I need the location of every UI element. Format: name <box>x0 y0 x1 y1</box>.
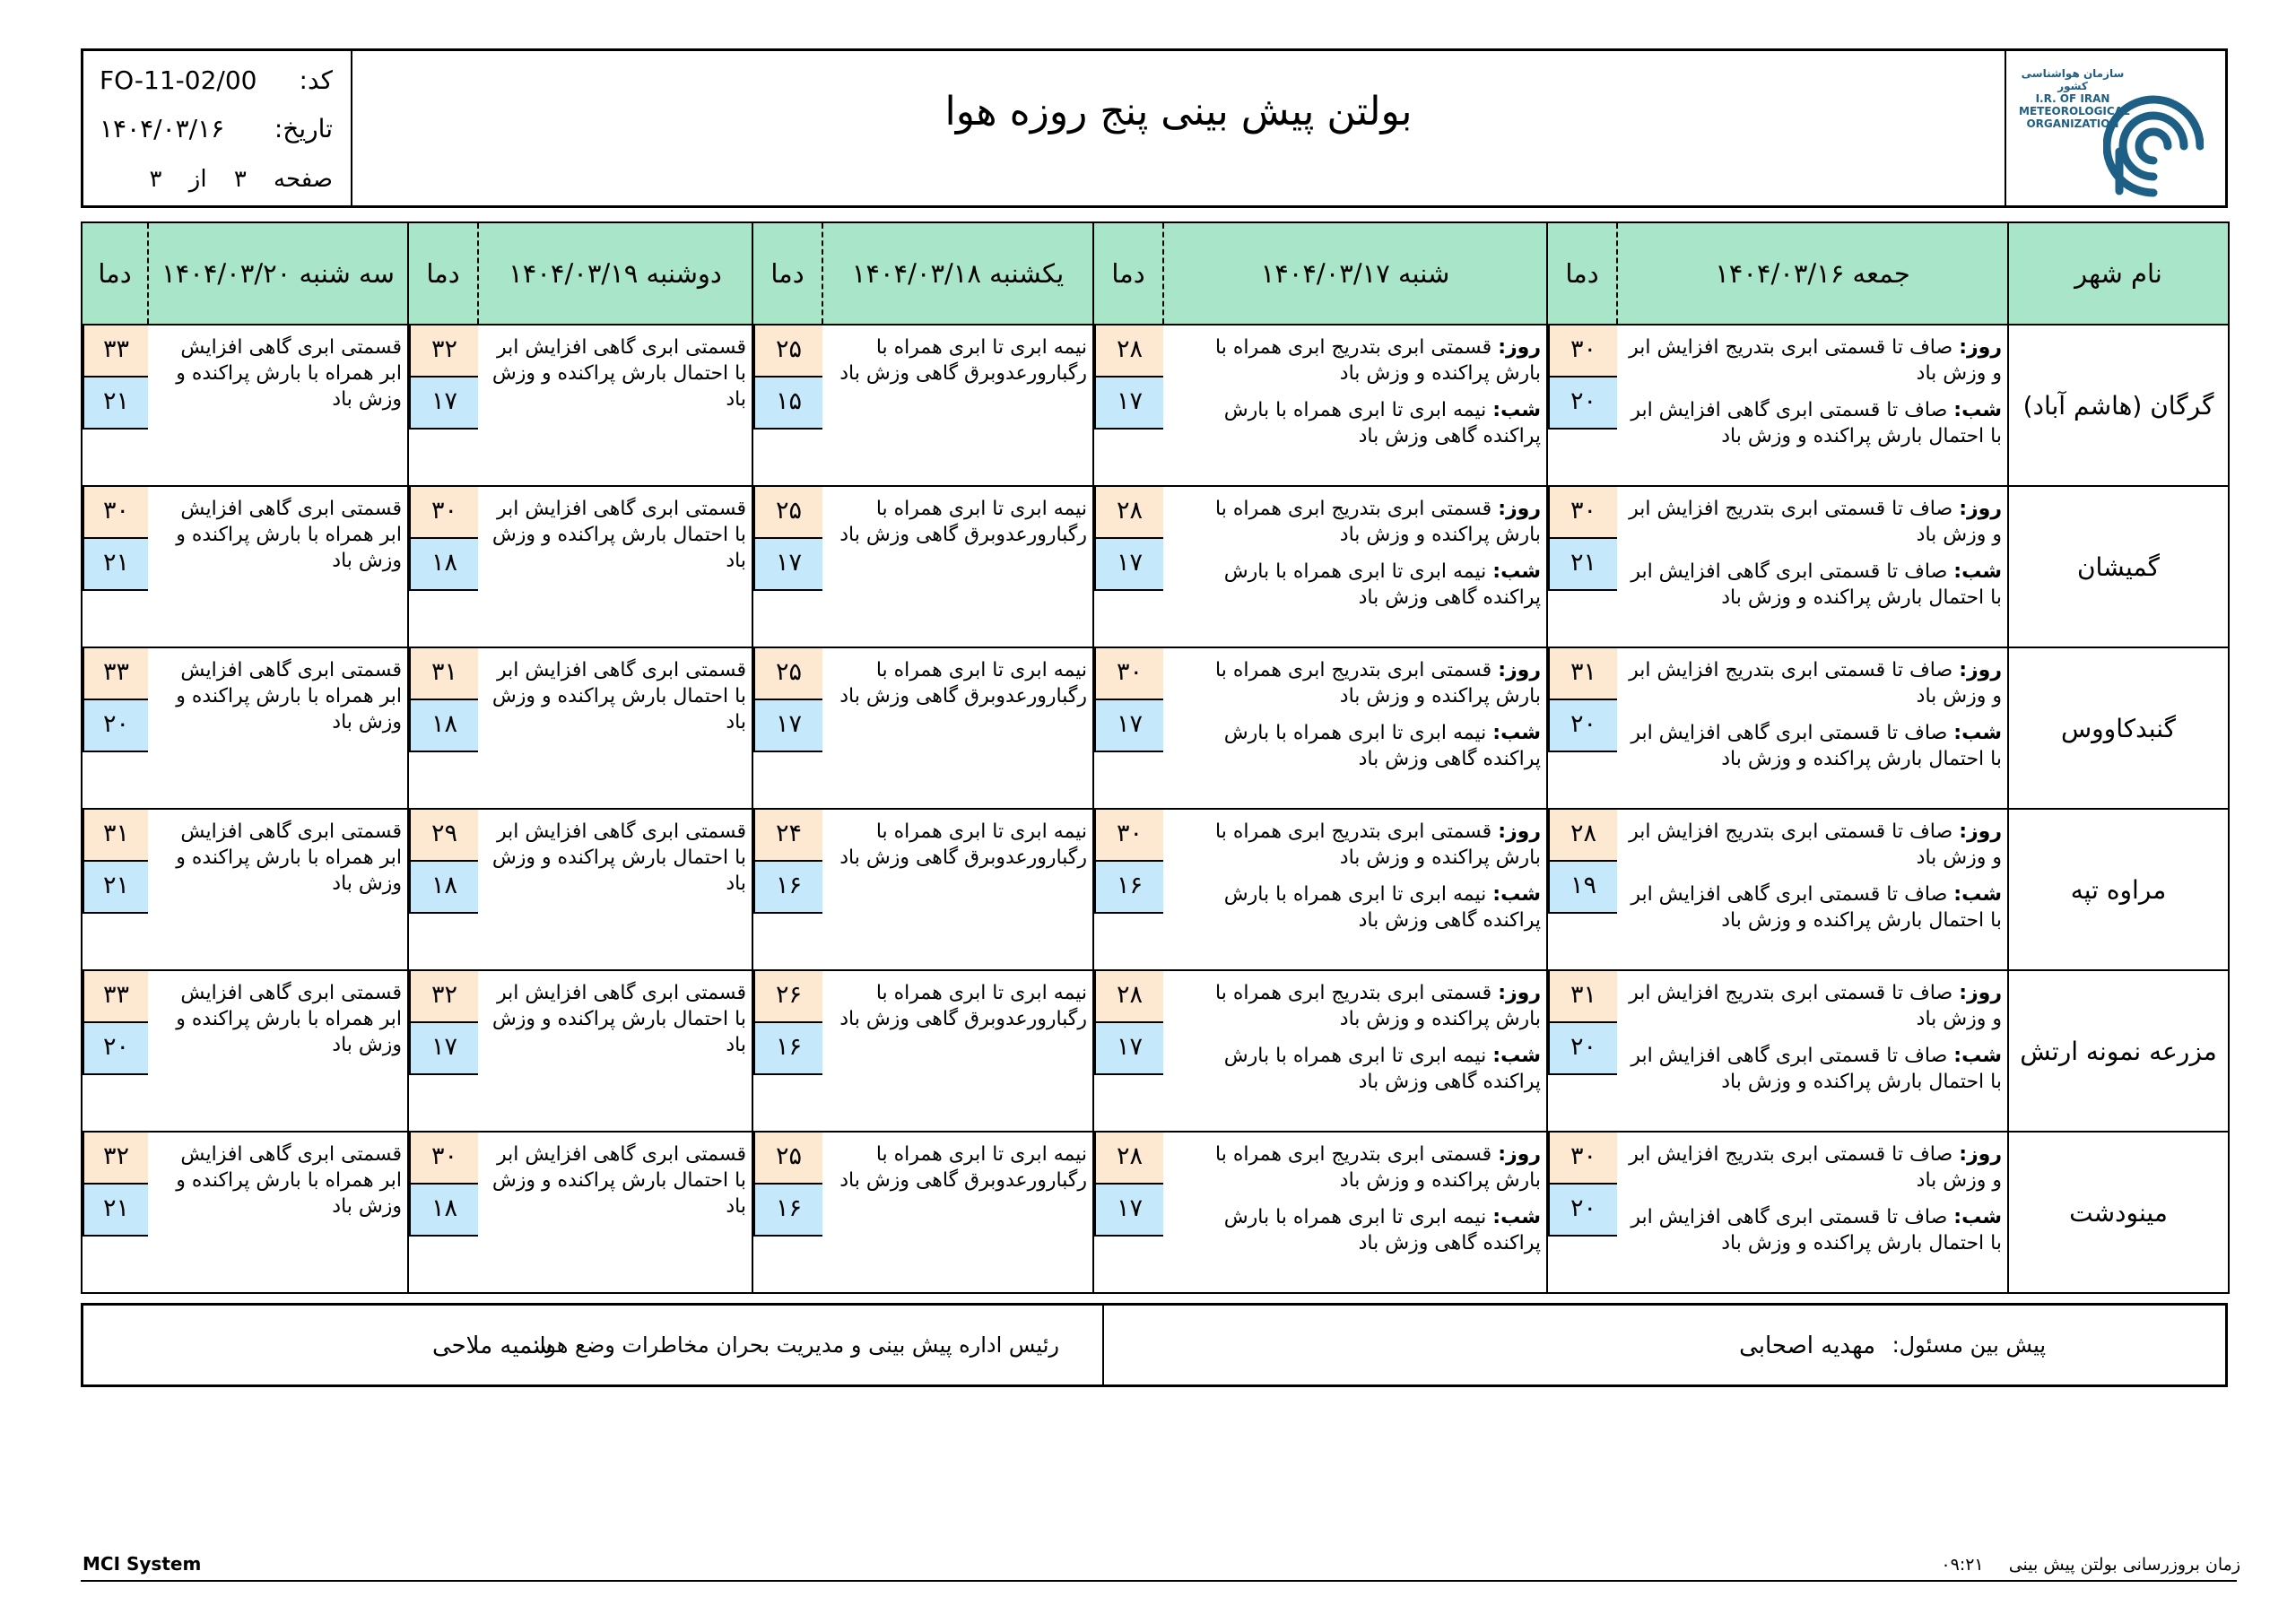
max-temp: ۳۲ <box>409 971 478 1023</box>
logo-box <box>2005 51 2225 205</box>
temp-cell <box>1547 647 1617 809</box>
night-forecast: صاف تا قسمتی ابری گاهی افزایش ابر با احتمال بارش پراکنده و وزش باد <box>1631 399 2002 447</box>
temp-cell <box>752 647 822 809</box>
temp-cell <box>1547 1132 1617 1293</box>
temp-cell <box>752 486 822 647</box>
day-forecast: قسمتی ابری بتدریج ابری همراه با بارش پراکنده و وزش باد <box>1215 659 1541 707</box>
day-forecast: قسمتی ابری بتدریج ابری همراه با بارش پراکنده و وزش باد <box>1215 336 1541 385</box>
forecast-desc <box>1163 809 1547 970</box>
city-name: گنبدکاووس <box>2008 647 2229 809</box>
temp-cell <box>1093 809 1163 970</box>
forecast-text: قسمتی ابری گاهی افزایش ابر با احتمال بارش پراکنده و وزش باد <box>491 1143 746 1218</box>
day-forecast: قسمتی ابری بتدریج ابری همراه با بارش پراکنده و وزش باد <box>1215 1143 1541 1192</box>
page-title: بولتن پیش بینی پنج روزه هوا <box>944 89 1413 135</box>
max-temp: ۳۱ <box>1548 971 1617 1023</box>
day-label: روز: <box>1498 659 1541 681</box>
temp-cell <box>408 1132 478 1293</box>
night-label: شب: <box>1492 560 1541 583</box>
day-forecast: قسمتی ابری بتدریج ابری همراه با بارش پراکنده و وزش باد <box>1215 498 1541 546</box>
day-forecast: صاف تا قسمتی ابری بتدریج افزایش ابر و وزش باد <box>1629 498 2002 546</box>
update-value: ۰۹:۲۱ <box>1941 1555 1984 1575</box>
max-temp: ۲۵ <box>753 487 822 539</box>
chief-name: سمیه ملاحی <box>431 1332 552 1359</box>
table-row <box>82 970 2229 1132</box>
min-temp: ۱۷ <box>1094 1185 1163 1237</box>
day-label: روز: <box>1498 982 1541 1004</box>
min-temp: ۱۶ <box>753 1185 822 1237</box>
min-temp: ۱۷ <box>409 1023 478 1075</box>
max-temp: ۳۱ <box>1548 648 1617 700</box>
forecast-text: قسمتی ابری گاهی افزایش ابر همراه با بارش پراکنده و وزش باد <box>176 659 402 733</box>
day-label: روز: <box>1959 820 2002 843</box>
city-name: گمیشان <box>2008 486 2229 647</box>
night-forecast: نیمه ابری تا ابری همراه با بارش پراکنده گاهی وزش باد <box>1223 1045 1541 1093</box>
temp-header: دما <box>1547 222 1617 325</box>
max-temp: ۲۸ <box>1094 971 1163 1023</box>
forecast-desc <box>1617 1132 2008 1293</box>
temp-cell <box>1093 486 1163 647</box>
night-label: شب: <box>1953 1206 2002 1228</box>
temp-cell <box>82 1132 148 1293</box>
forecast-text: نیمه ابری تا ابری همراه با رگبارورعدوبرق گاهی وزش باد <box>839 820 1087 869</box>
temp-cell <box>1547 970 1617 1132</box>
day-label: روز: <box>1498 498 1541 520</box>
day-forecast: صاف تا قسمتی ابری بتدریج افزایش ابر و وزش باد <box>1629 820 2002 869</box>
min-temp: ۲۰ <box>1548 1023 1617 1075</box>
max-temp: ۳۱ <box>83 810 148 862</box>
day-header-3: یکشنبه ۱۴۰۴/۰۳/۱۸ <box>822 222 1093 325</box>
page-total: ۳ <box>149 166 162 193</box>
night-label: شب: <box>1492 1045 1541 1067</box>
day-header-5: سه شنبه ۱۴۰۴/۰۳/۲۰ <box>148 222 408 325</box>
night-forecast: صاف تا قسمتی ابری گاهی افزایش ابر با احتمال بارش پراکنده و وزش باد <box>1631 1045 2002 1093</box>
forecast-desc <box>148 325 408 486</box>
forecast-text: قسمتی ابری گاهی افزایش ابر همراه با بارش پراکنده و وزش باد <box>176 820 402 895</box>
table-row <box>82 325 2229 486</box>
min-temp: ۱۸ <box>409 539 478 591</box>
forecast-desc <box>1163 647 1547 809</box>
min-temp: ۱۶ <box>1094 862 1163 914</box>
signature-box <box>81 1303 2228 1387</box>
forecast-desc <box>148 486 408 647</box>
city-name: مراوه تپه <box>2008 809 2229 970</box>
day-header-1: جمعه ۱۴۰۴/۰۳/۱۶ <box>1617 222 2008 325</box>
max-temp: ۳۳ <box>83 325 148 378</box>
temp-cell <box>82 970 148 1132</box>
day-forecast: صاف تا قسمتی ابری بتدریج افزایش ابر و وزش باد <box>1629 336 2002 385</box>
day-label: روز: <box>1959 336 2002 359</box>
max-temp: ۲۸ <box>1094 487 1163 539</box>
document-meta <box>83 51 352 205</box>
min-temp: ۲۰ <box>1548 700 1617 752</box>
day-label: روز: <box>1498 820 1541 843</box>
temp-cell <box>1093 970 1163 1132</box>
temp-cell <box>1547 486 1617 647</box>
forecast-text: نیمه ابری تا ابری همراه با رگبارورعدوبرق گاهی وزش باد <box>839 659 1087 707</box>
forecast-text: قسمتی ابری گاهی افزایش ابر با احتمال بارش پراکنده و وزش باد <box>491 659 746 733</box>
day-forecast: قسمتی ابری بتدریج ابری همراه با بارش پراکنده و وزش باد <box>1215 982 1541 1030</box>
table-row <box>82 486 2229 647</box>
min-temp: ۱۷ <box>1094 1023 1163 1075</box>
temp-cell <box>752 970 822 1132</box>
night-forecast: صاف تا قسمتی ابری گاهی افزایش ابر با احتمال بارش پراکنده و وزش باد <box>1631 883 2002 932</box>
min-temp: ۲۰ <box>83 700 148 752</box>
day-header-4: دوشنبه ۱۴۰۴/۰۳/۱۹ <box>478 222 752 325</box>
temp-cell <box>82 809 148 970</box>
signature-divider <box>1102 1306 1104 1384</box>
date-row <box>100 114 333 150</box>
forecast-desc <box>478 970 752 1132</box>
min-temp: ۱۸ <box>409 1185 478 1237</box>
table-row <box>82 809 2229 970</box>
min-temp: ۱۷ <box>1094 700 1163 752</box>
max-temp: ۳۰ <box>1094 648 1163 700</box>
temp-cell <box>752 1132 822 1293</box>
day-forecast: صاف تا قسمتی ابری بتدریج افزایش ابر و وزش باد <box>1629 1143 2002 1192</box>
forecast-desc <box>478 809 752 970</box>
day-label: روز: <box>1959 1143 2002 1166</box>
day-forecast: صاف تا قسمتی ابری بتدریج افزایش ابر و وزش باد <box>1629 659 2002 707</box>
forecast-desc <box>1617 325 2008 486</box>
forecast-desc <box>1163 325 1547 486</box>
temp-header: دما <box>752 222 822 325</box>
day-label: روز: <box>1498 1143 1541 1166</box>
night-forecast: نیمه ابری تا ابری همراه با بارش پراکنده گاهی وزش باد <box>1223 1206 1541 1254</box>
min-temp: ۱۸ <box>409 700 478 752</box>
night-forecast: صاف تا قسمتی ابری گاهی افزایش ابر با احتمال بارش پراکنده و وزش باد <box>1631 722 2002 770</box>
forecast-desc <box>148 970 408 1132</box>
temp-cell <box>408 809 478 970</box>
max-temp: ۲۶ <box>753 971 822 1023</box>
min-temp: ۲۱ <box>83 539 148 591</box>
forecast-text: قسمتی ابری گاهی افزایش ابر همراه با بارش پراکنده و وزش باد <box>176 498 402 572</box>
page-num: ۳ <box>233 166 247 193</box>
night-label: شب: <box>1492 883 1541 906</box>
day-label: روز: <box>1959 659 2002 681</box>
min-temp: ۱۶ <box>753 862 822 914</box>
night-label: شب: <box>1953 399 2002 421</box>
max-temp: ۲۵ <box>753 648 822 700</box>
temp-cell <box>1093 325 1163 486</box>
forecast-desc <box>1617 970 2008 1132</box>
forecast-desc <box>1163 486 1547 647</box>
night-forecast: نیمه ابری تا ابری همراه با بارش پراکنده گاهی وزش باد <box>1223 399 1541 447</box>
max-temp: ۳۲ <box>409 325 478 378</box>
max-temp: ۲۸ <box>1094 1133 1163 1185</box>
temp-cell <box>1093 647 1163 809</box>
night-forecast: نیمه ابری تا ابری همراه با بارش پراکنده گاهی وزش باد <box>1223 722 1541 770</box>
min-temp: ۱۷ <box>753 539 822 591</box>
temp-header: دما <box>1093 222 1163 325</box>
temp-cell <box>1547 325 1617 486</box>
forecast-text: نیمه ابری تا ابری همراه با رگبارورعدوبرق گاهی وزش باد <box>839 498 1087 546</box>
forecast-text: قسمتی ابری گاهی افزایش ابر با احتمال بارش پراکنده و وزش باد <box>491 820 746 895</box>
night-label: شب: <box>1953 883 2002 906</box>
code-value: FO-11-02/00 <box>100 65 257 95</box>
temp-cell <box>1093 1132 1163 1293</box>
update-time <box>1941 1555 2240 1575</box>
day-label: روز: <box>1959 982 2002 1004</box>
forecaster-name: مهدیه اصحابی <box>1739 1332 1875 1359</box>
night-label: شب: <box>1953 1045 2002 1067</box>
forecast-desc <box>1617 486 2008 647</box>
night-forecast: صاف تا قسمتی ابری گاهی افزایش ابر با احتمال بارش پراکنده و وزش باد <box>1631 1206 2002 1254</box>
page-of-word: از <box>188 166 207 193</box>
forecast-table <box>81 221 2230 1294</box>
forecast-desc <box>822 486 1093 647</box>
forecast-text: نیمه ابری تا ابری همراه با رگبارورعدوبرق گاهی وزش باد <box>839 1143 1087 1192</box>
temp-header: دما <box>408 222 478 325</box>
max-temp: ۳۰ <box>409 1133 478 1185</box>
night-label: شب: <box>1492 722 1541 744</box>
min-temp: ۱۷ <box>1094 378 1163 430</box>
temp-cell <box>408 970 478 1132</box>
forecast-desc <box>1617 647 2008 809</box>
night-forecast: نیمه ابری تا ابری همراه با بارش پراکنده گاهی وزش باد <box>1223 560 1541 609</box>
code-row <box>100 65 333 101</box>
page-label: صفحه <box>274 166 333 193</box>
min-temp: ۱۸ <box>409 862 478 914</box>
forecast-desc <box>822 1132 1093 1293</box>
night-forecast: صاف تا قسمتی ابری گاهی افزایش ابر با احتمال بارش پراکنده و وزش باد <box>1631 560 2002 609</box>
org-logo-text: سازمان هواشناسی کشور I.R. OF IRAN METEOROLOGICAL ORGANIZATION <box>2019 67 2130 130</box>
min-temp: ۱۹ <box>1548 862 1617 914</box>
min-temp: ۲۰ <box>1548 1185 1617 1237</box>
night-label: شب: <box>1953 722 2002 744</box>
forecast-body <box>82 325 2229 1293</box>
min-temp: ۱۷ <box>409 378 478 430</box>
temp-cell <box>408 647 478 809</box>
date-label: تاریخ: <box>274 114 333 143</box>
update-label: زمان بروزرسانی بولتن پیش بینی <box>2008 1555 2240 1575</box>
day-label: روز: <box>1959 498 2002 520</box>
table-row <box>82 1132 2229 1293</box>
max-temp: ۲۹ <box>409 810 478 862</box>
table-row <box>82 647 2229 809</box>
temp-cell <box>82 325 148 486</box>
forecast-desc <box>478 325 752 486</box>
forecast-desc <box>822 809 1093 970</box>
org-logo-icon <box>2103 65 2204 200</box>
page-number <box>130 166 333 193</box>
max-temp: ۲۵ <box>753 1133 822 1185</box>
city-name: مینودشت <box>2008 1132 2229 1293</box>
max-temp: ۳۰ <box>1548 487 1617 539</box>
max-temp: ۳۲ <box>83 1133 148 1185</box>
forecast-desc <box>148 647 408 809</box>
max-temp: ۳۰ <box>1548 325 1617 378</box>
night-label: شب: <box>1953 560 2002 583</box>
day-label: روز: <box>1498 336 1541 359</box>
min-temp: ۲۰ <box>83 1023 148 1075</box>
max-temp: ۳۰ <box>1094 810 1163 862</box>
city-name: مزرعه نمونه ارتش <box>2008 970 2229 1132</box>
min-temp: ۲۰ <box>1548 378 1617 430</box>
forecast-desc <box>822 647 1093 809</box>
max-temp: ۲۴ <box>753 810 822 862</box>
code-label: کد: <box>299 65 333 95</box>
day-forecast: قسمتی ابری بتدریج ابری همراه با بارش پراکنده و وزش باد <box>1215 820 1541 869</box>
forecast-text: نیمه ابری تا ابری همراه با رگبارورعدوبرق گاهی وزش باد <box>839 982 1087 1030</box>
max-temp: ۳۰ <box>409 487 478 539</box>
min-temp: ۱۵ <box>753 378 822 430</box>
forecast-desc <box>1163 1132 1547 1293</box>
forecast-desc <box>822 325 1093 486</box>
temp-cell <box>752 325 822 486</box>
max-temp: ۲۵ <box>753 325 822 378</box>
bulletin-header <box>81 48 2228 208</box>
forecast-text: قسمتی ابری گاهی افزایش ابر همراه با بارش پراکنده و وزش باد <box>176 336 402 411</box>
max-temp: ۳۰ <box>1548 1133 1617 1185</box>
min-temp: ۲۱ <box>83 862 148 914</box>
temp-cell <box>408 325 478 486</box>
city-header: نام شهر <box>2008 222 2229 325</box>
table-header-row <box>82 222 2229 325</box>
max-temp: ۳۳ <box>83 971 148 1023</box>
temp-cell <box>1547 809 1617 970</box>
temp-header: دما <box>82 222 148 325</box>
min-temp: ۲۱ <box>83 1185 148 1237</box>
max-temp: ۲۸ <box>1094 325 1163 378</box>
chief-label: رئیس اداره پیش بینی و مدیریت بحران مخاطرات وضع هوا: <box>532 1332 1059 1358</box>
day-forecast: صاف تا قسمتی ابری بتدریج افزایش ابر و وزش باد <box>1629 982 2002 1030</box>
forecast-desc <box>478 486 752 647</box>
forecast-desc <box>1163 970 1547 1132</box>
night-label: شب: <box>1492 399 1541 421</box>
forecast-desc <box>478 1132 752 1293</box>
temp-cell <box>752 809 822 970</box>
forecast-text: قسمتی ابری گاهی افزایش ابر با احتمال بارش پراکنده و وزش باد <box>491 982 746 1056</box>
min-temp: ۲۱ <box>83 378 148 430</box>
min-temp: ۱۷ <box>753 700 822 752</box>
forecast-desc <box>478 647 752 809</box>
forecast-desc <box>148 1132 408 1293</box>
max-temp: ۳۰ <box>83 487 148 539</box>
date-value: ۱۴۰۴/۰۳/۱۶ <box>100 114 225 143</box>
system-name: MCI System <box>83 1553 202 1575</box>
temp-cell <box>82 486 148 647</box>
night-label: شب: <box>1492 1206 1541 1228</box>
forecast-text: قسمتی ابری گاهی افزایش ابر همراه با بارش پراکنده و وزش باد <box>176 1143 402 1218</box>
min-temp: ۱۷ <box>1094 539 1163 591</box>
min-temp: ۱۶ <box>753 1023 822 1075</box>
forecast-desc <box>148 809 408 970</box>
forecast-text: نیمه ابری تا ابری همراه با رگبارورعدوبرق گاهی وزش باد <box>839 336 1087 385</box>
max-temp: ۲۸ <box>1548 810 1617 862</box>
forecaster-label: پیش بین مسئول: <box>1892 1332 2046 1358</box>
forecast-text: قسمتی ابری گاهی افزایش ابر با احتمال بارش پراکنده و وزش باد <box>491 498 746 572</box>
forecast-text: قسمتی ابری گاهی افزایش ابر همراه با بارش پراکنده و وزش باد <box>176 982 402 1056</box>
footer-divider <box>81 1580 2237 1582</box>
temp-cell <box>82 647 148 809</box>
night-forecast: نیمه ابری تا ابری همراه با بارش پراکنده گاهی وزش باد <box>1223 883 1541 932</box>
min-temp: ۲۱ <box>1548 539 1617 591</box>
max-temp: ۳۳ <box>83 648 148 700</box>
forecast-desc <box>822 970 1093 1132</box>
forecast-desc <box>1617 809 2008 970</box>
day-header-2: شنبه ۱۴۰۴/۰۳/۱۷ <box>1163 222 1547 325</box>
max-temp: ۳۱ <box>409 648 478 700</box>
forecast-text: قسمتی ابری گاهی افزایش ابر با احتمال بارش پراکنده و وزش باد <box>491 336 746 411</box>
city-name: گرگان (هاشم آباد) <box>2008 325 2229 486</box>
temp-cell <box>408 486 478 647</box>
